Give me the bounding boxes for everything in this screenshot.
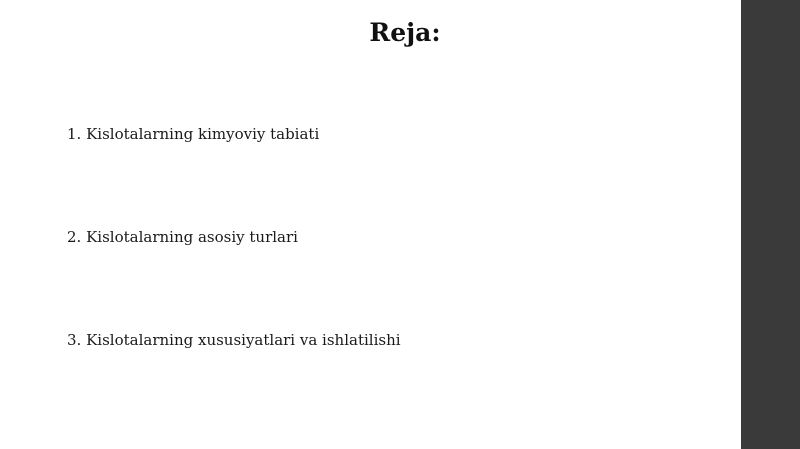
slide-title: Reja:: [369, 18, 441, 47]
side-panel: [741, 0, 800, 449]
plan-item-2: 2. Kislotalarning asosiy turlari: [67, 228, 298, 246]
plan-item-3: 3. Kislotalarning xususiyatlari va ishlatilishi: [67, 331, 401, 349]
plan-item-1: 1. Kislotalarning kimyoviy tabiati: [67, 125, 320, 143]
